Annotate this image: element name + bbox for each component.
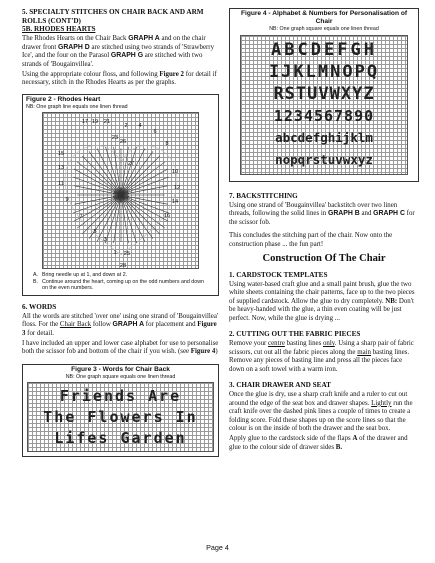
- heart-label-6: 6: [153, 129, 157, 136]
- construction-heading: Construction Of The Chair: [262, 253, 386, 265]
- figure-2-title: Figure 2 - Rhodes Heart: [26, 95, 101, 103]
- alphabet-row-1: ABCDEFGH: [271, 39, 377, 60]
- words-line-1: Friends Are: [59, 387, 182, 406]
- heart-label-26: 26: [119, 139, 127, 146]
- section-5b-heading: 5B. RHODES HEARTS: [22, 25, 96, 34]
- figure-2-legend: A. Bring needle up at 1, and down at 2. B. Continue around the heart, coming up on the odd numbers and down on the even numbers.: [23, 269, 218, 295]
- drawer-seat-paragraph-1: Once the glue is dry, use a sharp craft knife and a ruler to cut out around the edge of the seat box and drawer shapes. Lightly run the craft knife over the dashed pink lines a couple of times to create a folding score. Fold these shapes up on the score lines so that the colour is on the inside of both the drawer and the seat box.: [229, 391, 413, 433]
- alphabet-row-2: IJKLMNOPQ: [268, 61, 380, 82]
- rhodes-heart-grid: [42, 112, 199, 269]
- construction-1-heading: 1. CARDSTOCK TEMPLATES: [229, 270, 328, 279]
- legend-a: Bring needle up at 1, and down at 2.: [42, 272, 128, 279]
- number-row: 1234567890: [273, 106, 375, 125]
- heart-label-1: 1: [113, 250, 117, 257]
- heart-label-11: 11: [58, 181, 64, 188]
- heart-label-25: 25: [123, 251, 131, 258]
- alphabet-row-3: RSTUVWXYZ: [273, 83, 375, 104]
- alphabet-grid: [240, 35, 408, 175]
- section-7-heading: 7. BACKSTITCHING: [229, 191, 298, 200]
- heart-label-3: 3: [103, 237, 107, 244]
- rhodes-hearts-paragraph-2: Using the appropriate colour floss, and following Figure 2 for detail if necessary, stitch in the Rhodes Hearts as per the graphs.: [22, 70, 217, 87]
- heart-label-10: 10: [171, 169, 179, 176]
- words-paragraph-1: All the words are stitched 'over one' using one strand of 'Bougainvillea' floss. For the Chair Back follow GRAPH A for placement and Figure 3 for detail.: [22, 312, 219, 337]
- heart-label-9: 9: [65, 197, 69, 204]
- page-number: Page 4: [206, 543, 229, 552]
- lowercase-row-2: nopqrstuvwxyz: [275, 151, 373, 167]
- figure-2-note: NB: One graph line equals one linen thread: [26, 103, 128, 110]
- rhodes-hearts-paragraph-1: The Rhodes Hearts on the Chair Back GRAPH A and on the chair drawer front GRAPH D are stitched using two strands of 'Strawberry Ice', and the four on the Parasol GRAPH G are stitched with two strands of 'Bougainvillea'.: [22, 35, 215, 68]
- heart-label-21: 21: [103, 119, 111, 126]
- heart-label-2: 2: [124, 123, 128, 130]
- construction-2-heading: 2. CUTTING OUT THE FABRIC PIECES: [229, 330, 361, 339]
- heart-label-4: 4: [138, 123, 142, 130]
- heart-label-23: 23: [111, 135, 119, 142]
- words-line-2: The Flowers In: [43, 408, 198, 427]
- heart-label-8: 8: [165, 141, 169, 148]
- figure-4-title: Figure 4 - Alphabet & Numbers for Personalisation of Chair: [240, 10, 408, 25]
- construction-3-heading: 3. CHAIR DRAWER AND SEAT: [229, 381, 331, 390]
- cutting-paragraph: Remove your centre basting lines only. Using a sharp pair of fabric scissors, cut out all the fabric pieces along the main basting lines. Remove any pieces of basting line and press all the pieces face down on a soft towel with a warm iron.: [229, 340, 414, 373]
- figure-3-note: NB: One graph square equals one linen thread: [65, 373, 176, 380]
- rhodes-heart-diagram: [43, 113, 199, 269]
- figure-4-note: NB: One graph square equals one linen thread: [269, 26, 379, 32]
- heart-label-15: 15: [57, 151, 65, 158]
- legend-b: Continue around the heart, coming up on the odd numbers and down on the even numbers.: [42, 278, 204, 292]
- backstitching-paragraph-1: Using one strand of 'Bougainvillea' backstitch over two linen threads, following the solid lines in GRAPH B and GRAPH C for the scissor fob.: [229, 201, 415, 226]
- cardstock-paragraph: Using water-based craft glue and a small paint brush, glue the two white sheets containing the chair patterns, face up to the two pieces of supplied cardstock. Allow the glue to dry completely. NB: Don't be heavy-handed with the glue, a thin even coating will be just perfect. Now, while the glue is drying ...: [229, 280, 415, 322]
- heart-label-19: 19: [91, 119, 99, 126]
- drawer-seat-paragraph-2: Apply glue to the cardstock side of the flaps A of the drawer and glue to the colour side of drawer sides B.: [229, 435, 408, 451]
- heart-label-28: 28: [119, 263, 127, 270]
- backstitching-paragraph-2: This concludes the stitching part of the chair. Now onto the construction phase ... the fun part!: [229, 232, 393, 248]
- heart-label-17: 17: [81, 119, 89, 126]
- figure-3-title: Figure 3 - Words for Chair Back: [71, 365, 170, 373]
- lowercase-row-1: abcdefghijklm: [275, 129, 373, 145]
- figure-3-words: [22, 364, 219, 458]
- section-6-heading: 6. WORDS: [22, 302, 57, 311]
- heart-label-12: 12: [173, 185, 181, 192]
- heart-label-27: 27: [127, 161, 135, 168]
- section-5-heading: 5. SPECIALTY STITCHES ON CHAIR BACK AND ARM ROLLS (CONT'D): [22, 8, 204, 25]
- heart-label-5: 5: [93, 229, 97, 236]
- heart-label-13: 13: [57, 165, 65, 172]
- words-grid: [27, 382, 214, 452]
- words-paragraph-2: I have included an upper and lower case alphabet for use to personalise both the scissor fob and bottom of the chair if you wish. (see Figure 4): [22, 339, 219, 356]
- heart-label-7: 7: [79, 214, 83, 221]
- heart-label-16: 16: [163, 213, 171, 220]
- figure-4-alphabet: [229, 8, 419, 182]
- figure-2-rhodes-heart: [22, 94, 219, 296]
- left-column: [22, 8, 219, 457]
- heart-label-14: 14: [171, 199, 179, 206]
- right-column: [229, 8, 419, 452]
- words-line-3: Lifes Garden: [54, 429, 187, 448]
